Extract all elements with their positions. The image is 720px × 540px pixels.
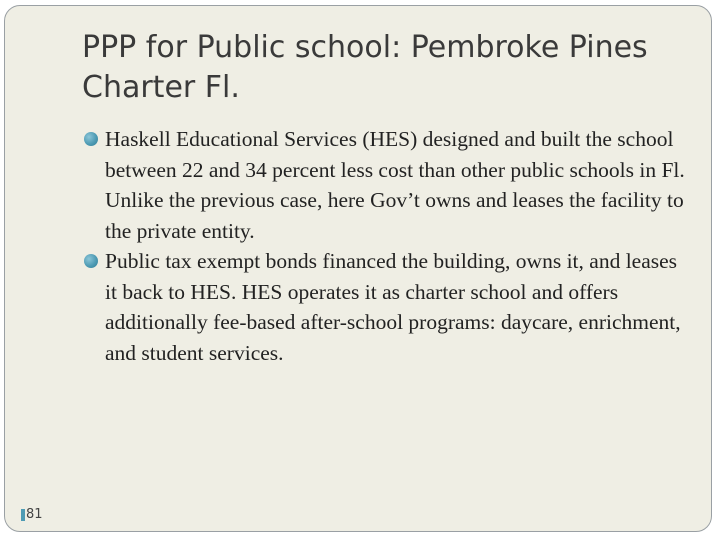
slide-number [21,507,43,522]
bullet-item [84,246,694,368]
bullet-list [84,124,694,368]
slide-number-marker-icon [21,509,25,521]
slide-panel [4,5,712,532]
bullet-text: Haskell Educational Services (HES) designed and built the school between 22 and 34 percent less cost than other public schools in Fl. Unlike the previous case, here Gov’t owns and leases the facility to the private entity. [105,127,685,243]
slide-number-text: 81 [26,507,43,522]
bullet-circle-icon [84,254,98,268]
slide-title: PPP for Public school: Pembroke Pines Charter Fl. [82,30,648,105]
bullet-text: Public tax exempt bonds financed the building, owns it, and leases it back to HES. HES operates it as charter school and offers additionally fee-based after-school programs: daycare, enrichment, and student services. [105,249,681,365]
bullet-item [84,124,694,246]
bullet-circle-icon [84,132,98,146]
